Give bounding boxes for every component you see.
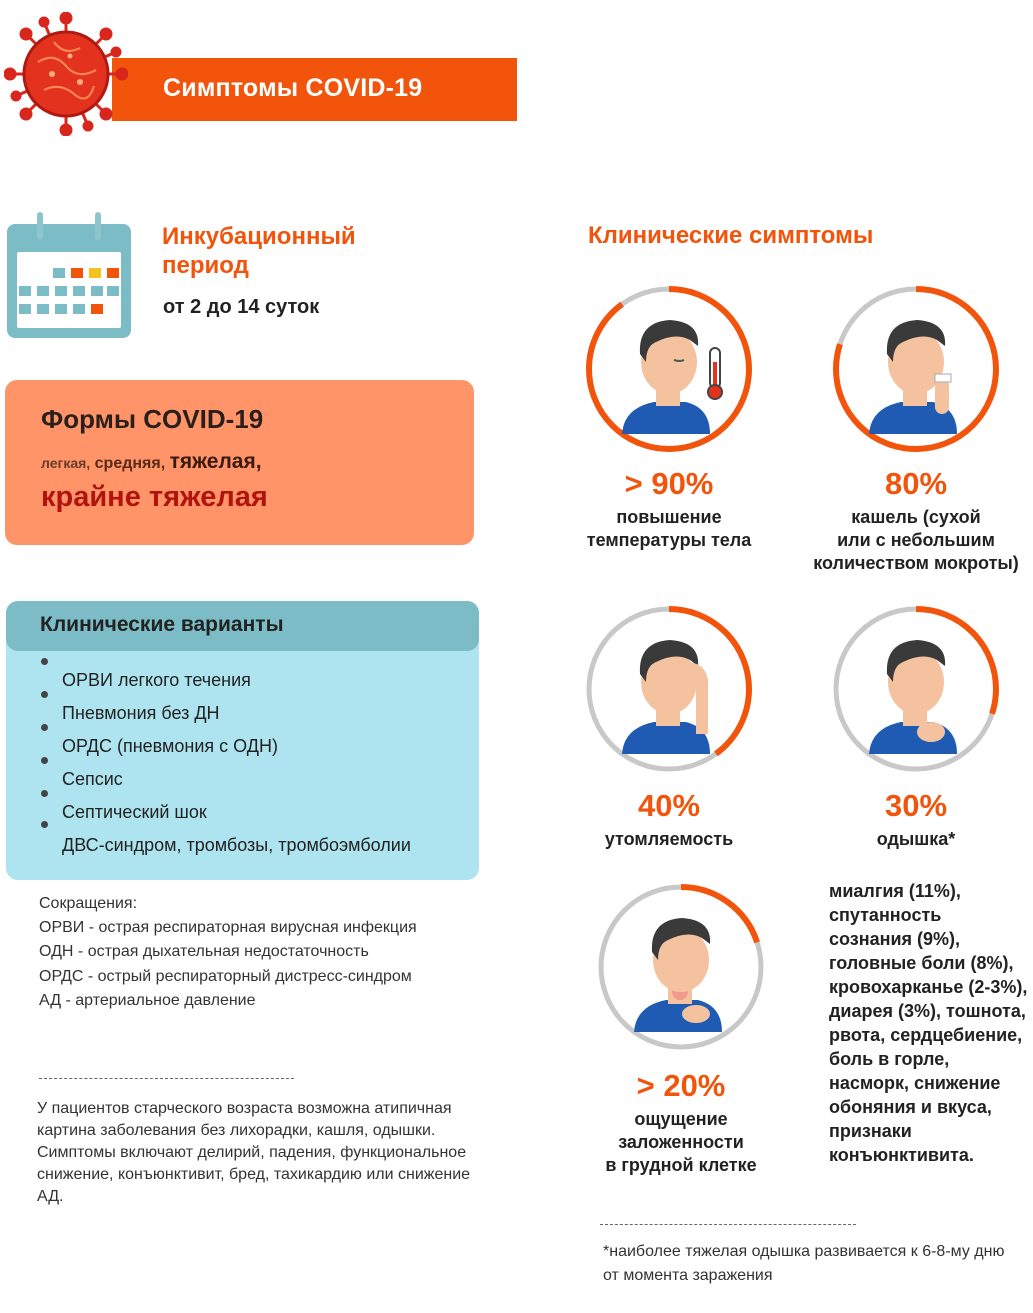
bullet <box>41 790 48 797</box>
symptom-percent: > 90% <box>624 466 714 501</box>
variant-item: ДВС-синдром, тромбозы, тромбоэмболии <box>62 835 411 855</box>
symptom-description: кашель (сухой или с небольшим количеством мокроты) <box>813 507 1019 573</box>
symptom-ring-fatigue <box>584 604 754 774</box>
abbreviation-item: ОРВИ - острая респираторная вирусная инфекция <box>39 919 417 936</box>
symptom-percent: 80% <box>884 466 948 501</box>
clinical-title: Клинические симптомы <box>588 222 874 249</box>
variant-item: ОРВИ легкого течения <box>62 670 251 690</box>
divider <box>39 1078 294 1079</box>
footnote: *наиболее тяжелая одышка развивается к 6-8-му дню от момента заражения <box>603 1243 1005 1284</box>
symptom-percent: 40% <box>637 788 701 823</box>
variant-item: Септический шок <box>62 802 207 822</box>
forms-severity-list <box>41 450 262 474</box>
form-critical: крайне тяжелая <box>41 481 268 513</box>
abbreviation-item: ОРДС - острый респираторный дистресс-синдром <box>39 968 412 985</box>
elderly-note: У пациентов старческого возраста возможна атипичная картина заболевания без лихорадки, кашля, одышки. Симптомы включают делирий, падения, функциональное снижение, конъюнктивит, бред, тахикардию или снижение АД. <box>37 1100 471 1205</box>
form-light: легкая, <box>41 455 91 471</box>
abbreviations-title: Сокращения: <box>39 895 138 912</box>
symptom-description: ощущение заложенности в грудной клетке <box>605 1109 757 1175</box>
symptom-percent: > 20% <box>636 1068 726 1103</box>
symptom-ring-cough <box>831 284 1001 454</box>
symptom-ring-chest <box>596 882 766 1052</box>
symptom-ring-dyspnea <box>831 604 1001 774</box>
symptom-percent: 30% <box>884 788 948 823</box>
form-severe: тяжелая, <box>169 450 262 473</box>
variant-item: Сепсис <box>62 769 123 789</box>
coronavirus-icon <box>4 12 128 136</box>
variant-item: Пневмония без ДН <box>62 703 220 723</box>
page-title: Симптомы COVID-19 <box>163 74 423 102</box>
symptom-description: одышка* <box>876 829 956 849</box>
symptom-ring-fever <box>584 284 754 454</box>
incubation-title: Инкубационный период <box>162 223 356 279</box>
other-symptoms: миалгия (11%), спутанность сознания (9%), головные боли (8%), кровохарканье (2-3%), диарея (3%), тошнота, рвота, сердцебиение, боль в горле, насморк, снижение обоняния и вкуса, признаки конъюнктивита. <box>829 881 1028 1165</box>
thermometer-icon <box>708 348 722 399</box>
bullet <box>41 757 48 764</box>
bullet <box>41 724 48 731</box>
bullet <box>41 691 48 698</box>
forms-title: Формы COVID-19 <box>41 404 264 434</box>
abbreviation-item: АД - артериальное давление <box>39 992 256 1009</box>
calendar-icon <box>7 212 131 340</box>
bullet <box>41 658 48 665</box>
divider <box>600 1224 856 1225</box>
abbreviation-item: ОДН - острая дыхательная недостаточность <box>39 943 369 960</box>
variants-title: Клинические варианты <box>40 613 284 636</box>
bullet <box>41 821 48 828</box>
symptom-description: повышение температуры тела <box>586 507 752 550</box>
incubation-value: от 2 до 14 суток <box>163 296 320 318</box>
variant-item: ОРДС (пневмония с ОДН) <box>62 736 278 756</box>
symptom-description: утомляемость <box>604 829 734 849</box>
form-medium: средняя, <box>94 455 166 472</box>
